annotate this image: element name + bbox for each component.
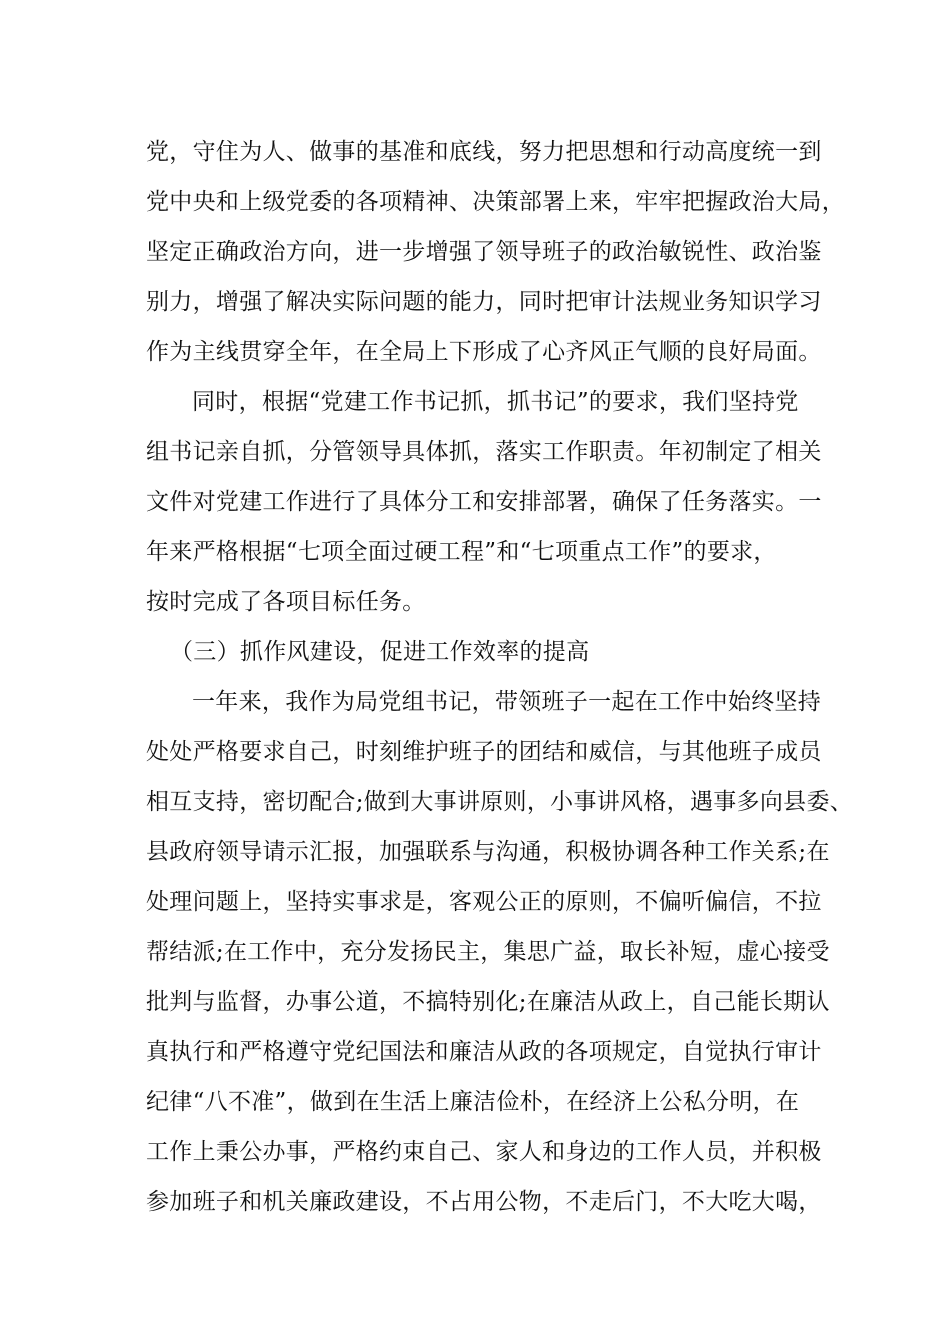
text-line: 帮结派;在工作中，充分发扬民主，集思广益，取长补短，虚心接受 [146,939,830,965]
text-line: 作为主线贯穿全年，在全局上下形成了心齐风正气顺的良好局面。 [146,339,822,365]
text-line: 年来严格根据“七项全面过硬工程”和“七项重点工作”的要求， [146,539,777,565]
text-line: 参加班子和机关廉政建设，不占用公物，不走后门，不大吃大喝， [146,1189,822,1215]
text-line: 党中央和上级党委的各项精神、决策部署上来，牢牢把握政治大局， [146,189,845,215]
text-line: 坚定正确政治方向，进一步增强了领导班子的政治敏锐性、政治鉴 [146,239,822,265]
section-heading: （三）抓作风建设，促进工作效率的提高 [170,639,590,665]
text-line: 批判与监督，办事公道，不搞特别化;在廉洁从政上，自己能长期认 [146,989,830,1015]
text-line: 处理问题上，坚持实事求是，客观公正的原则，不偏听偏信，不拉 [146,889,822,915]
text-line: 按时完成了各项目标任务。 [146,589,426,615]
text-line: 县政府领导请示汇报，加强联系与沟通，积极协调各种工作关系;在 [146,839,830,865]
text-line: 相互支持，密切配合;做到大事讲原则，小事讲风格，遇事多向县委、 [146,789,854,815]
text-line: 工作上秉公办事，严格约束自己、家人和身边的工作人员，并积极 [146,1139,822,1165]
text-line: 纪律“八不准”，做到在生活上廉洁俭朴，在经济上公私分明，在 [146,1089,800,1115]
text-line: 别力，增强了解决实际问题的能力，同时把审计法规业务知识学习 [146,289,822,315]
text-line: 文件对党建工作进行了具体分工和安排部署，确保了任务落实。一 [146,489,822,515]
paragraph-first-line: 同时，根据“党建工作书记抓，抓书记”的要求，我们坚持党 [192,389,799,415]
text-line: 处处严格要求自己，时刻维护班子的团结和威信，与其他班子成员 [146,739,822,765]
text-line: 真执行和严格遵守党纪国法和廉洁从政的各项规定，自觉执行审计 [146,1039,822,1065]
text-line: 党，守住为人、做事的基准和底线，努力把思想和行动高度统一到 [146,139,822,165]
paragraph-first-line: 一年来，我作为局党组书记，带领班子一起在工作中始终坚持 [192,689,822,715]
text-line: 组书记亲自抓，分管领导具体抓，落实工作职责。年初制定了相关 [146,439,822,465]
